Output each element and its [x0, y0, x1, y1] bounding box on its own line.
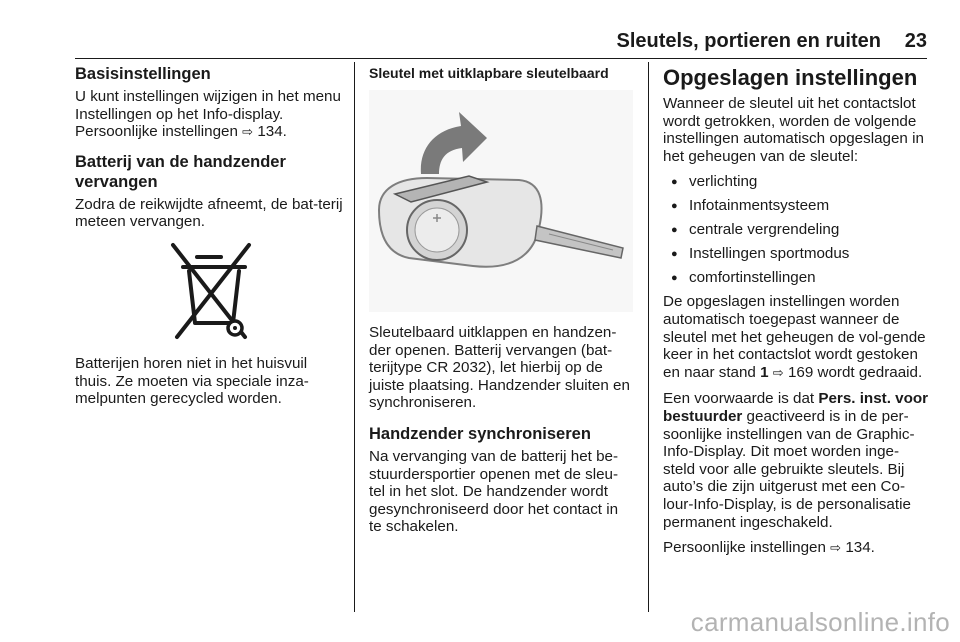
- reference-arrow-icon: ⇨: [772, 365, 784, 381]
- list-item: ● verlichting: [663, 173, 929, 191]
- paragraph-applied-text: De opgeslagen instellingen worden automatisch toegepast wanneer de sleutel met het geheugen de vol-gende keer in het contactslot wordt gestoken en naar stand: [663, 293, 926, 381]
- paragraph-condition-rest: geactiveerd is in de per-soonlijke instellingen van de Graphic-Info-Display. Dit moet worden inge-steld voor alle gebruikte sleutels. Bij auto’s die zijn uitgerust met een Co-lour-Info-Display, is de personalisatie permanent ingeschakeld.: [663, 407, 915, 531]
- ignition-position: 1: [760, 363, 769, 381]
- reference-arrow-icon: ⇨: [242, 125, 254, 141]
- setting-name: Pers. inst. voor bestuurder: [663, 390, 929, 425]
- paragraph-intro: Wanneer de sleutel uit het contactslot wordt getrokken, worden de volgende instellingen automatisch opgeslagen in het geheugen van de sleutel:: [663, 95, 924, 165]
- paragraph-personal-text: Persoonlijke instellingen: [663, 539, 831, 557]
- middle-column: [369, 64, 633, 544]
- column-divider-2: [648, 62, 649, 612]
- paragraph-basis-text: U kunt instellingen wijzigen in het menu Instellingen op het Info-display. Persoonlijke instellingen: [75, 88, 341, 141]
- reference-arrow-icon: ⇨: [830, 541, 842, 557]
- list-item: ● Instellingen sportmodus: [663, 245, 929, 263]
- page-header: [75, 30, 927, 52]
- page-reference[interactable]: 134.: [257, 123, 287, 141]
- list-item: ● Infotainmentsysteem: [663, 197, 929, 215]
- watermark: carmanualsonline.info: [690, 607, 950, 637]
- left-column: [75, 64, 347, 416]
- list-item: ● centrale vergrendeling: [663, 221, 929, 239]
- paragraph-applied-end: wordt gedraaid.: [813, 363, 923, 381]
- paragraph-basis: [75, 88, 347, 142]
- list-item: ● comfortinstellingen: [663, 269, 929, 287]
- page-reference[interactable]: 134.: [845, 539, 875, 557]
- recycle-bin-icon: [75, 239, 347, 343]
- paragraph-applied: [663, 293, 929, 382]
- paragraph-personal-settings: [663, 539, 929, 558]
- page-reference[interactable]: 169: [787, 363, 814, 381]
- key-battery-illustration: [369, 90, 633, 312]
- paragraph-recycling: Batterijen horen niet in het huisvuil thuis. Ze moeten via speciale inza-melpunten gerecycled worden.: [75, 354, 309, 408]
- page-number: 23: [904, 30, 927, 52]
- figure-caption: Sleutel met uitklapbare sleutelbaard: [369, 65, 609, 81]
- column-divider-1: [354, 62, 355, 612]
- page-header-title: Sleutels, portieren en ruiten: [616, 30, 881, 52]
- heading-opgeslagen-instellingen: Opgeslagen instellingen: [663, 65, 918, 90]
- heading-batterij: Batterij van de handzender vervangen: [75, 152, 286, 191]
- paragraph-battery-steps: Sleutelbaard uitklappen en handzen-der openen. Batterij vervangen (bat-terijtype CR 2032), let hierbij op de juiste plaatsing. Handzender sluiten en synchroniseren.: [369, 324, 630, 412]
- settings-list: [663, 173, 929, 287]
- paragraph-synchroniseren: Na vervanging van de batterij het be-stuurdersportier openen met de sleu-tel in het slot. De handzender wordt gesynchroniseerd door het contact in te schakelen.: [369, 447, 619, 536]
- paragraph-condition: [663, 390, 929, 531]
- heading-synchroniseren: Handzender synchroniseren: [369, 424, 591, 443]
- paragraph-condition-text: Een voorwaarde is dat: [663, 390, 819, 408]
- right-column: [663, 64, 929, 566]
- paragraph-batterij: Zodra de reikwijdte afneemt, de bat-terij meteen vervangen.: [75, 195, 343, 231]
- header-rule: [75, 58, 927, 59]
- heading-basisinstellingen: Basisinstellingen: [75, 65, 211, 83]
